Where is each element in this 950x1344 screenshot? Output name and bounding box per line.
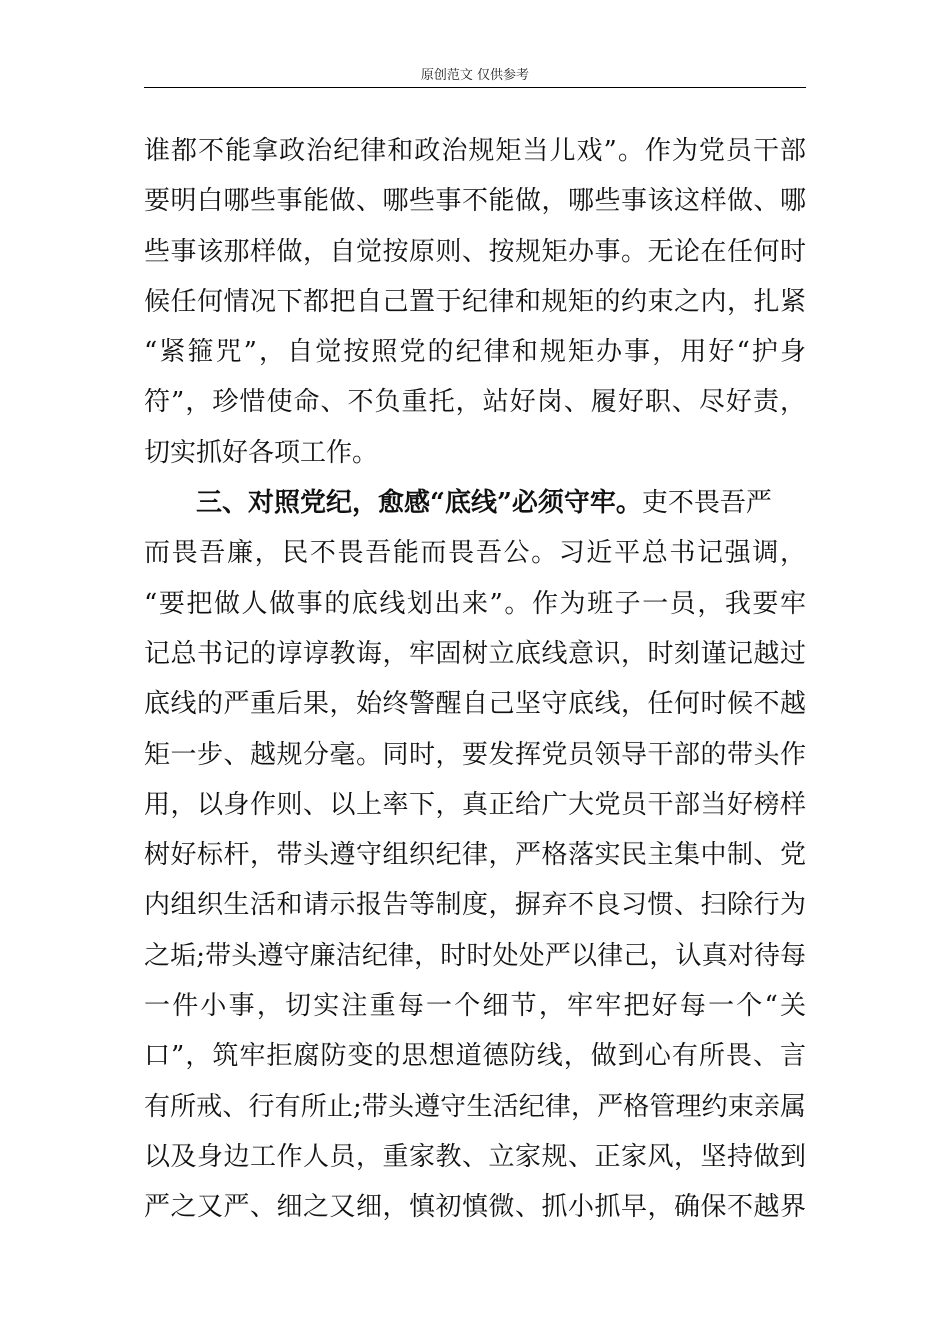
paragraph-line: 切实抓好各项工作。 [144, 437, 379, 468]
paragraph-line: 要明白哪些事能做、哪些事不能做，哪些事该这样做、哪 [144, 186, 806, 217]
paragraph-line: 有所戒、行有所止;带头遵守生活纪律，严格管理约束亲属 [144, 1091, 806, 1122]
paragraph-line: 内组织生活和请示报告等制度，摒弃不良习惯、扫除行为 [144, 890, 806, 921]
paragraph-line: 树好标杆，带头遵守组织纪律，严格落实民主集中制、党 [144, 840, 806, 871]
section-first-line-rest: 吏不畏吾严 [641, 488, 772, 519]
paragraph-line: 些事该那样做，自觉按原则、按规矩办事。无论在任何时 [144, 236, 806, 267]
section-heading-line [144, 478, 806, 528]
section-heading: 三、对照党纪，愈感“底线”必须守牢。 [196, 488, 642, 519]
paragraph-line: 严之又严、细之又细，慎初慎微、抓小抓早，确保不越界 [144, 1192, 806, 1223]
paragraph-line: “要把做人做事的底线划出来”。作为班子一员，我要牢 [144, 588, 806, 619]
paragraph-line: 矩一步、越规分毫。同时，要发挥党员领导干部的带头作 [144, 739, 806, 770]
paragraph-line: 谁都不能拿政治纪律和政治规矩当儿戏”。作为党员干部 [144, 136, 806, 166]
page-header: 原创范文 仅供参考 [420, 68, 530, 83]
paragraph-line: 用，以身作则、以上率下，真正给广大党员干部当好榜样 [144, 789, 806, 820]
document-body [144, 126, 806, 1233]
paragraph-line: 口”，筑牢拒腐防变的思想道德防线，做到心有所畏、言 [144, 1041, 806, 1072]
paragraph-line: 符”，珍惜使命、不负重托，站好岗、履好职、尽好责， [144, 387, 806, 418]
paragraph-line: 以及身边工作人员，重家教、立家规、正家风，坚持做到 [144, 1141, 806, 1172]
paragraph-line: 底线的严重后果，始终警醒自己坚守底线，任何时候不越 [144, 689, 806, 720]
paragraph-line: “紧箍咒”，自觉按照党的纪律和规矩办事，用好“护身 [144, 337, 806, 368]
header-divider [144, 87, 806, 88]
paragraph-line: 候任何情况下都把自己置于纪律和规矩的约束之内，扎紧 [144, 286, 806, 317]
paragraph-line: 记总书记的谆谆教诲，牢固树立底线意识，时刻谨记越过 [144, 638, 806, 669]
paragraph-line: 一件小事，切实注重每一个细节，牢牢把好每一个“关 [144, 991, 806, 1022]
paragraph-line: 而畏吾廉，民不畏吾能而畏吾公。习近平总书记强调， [144, 538, 806, 569]
paragraph-line: 之垢;带头遵守廉洁纪律，时时处处严以律己，认真对待每 [144, 940, 806, 971]
